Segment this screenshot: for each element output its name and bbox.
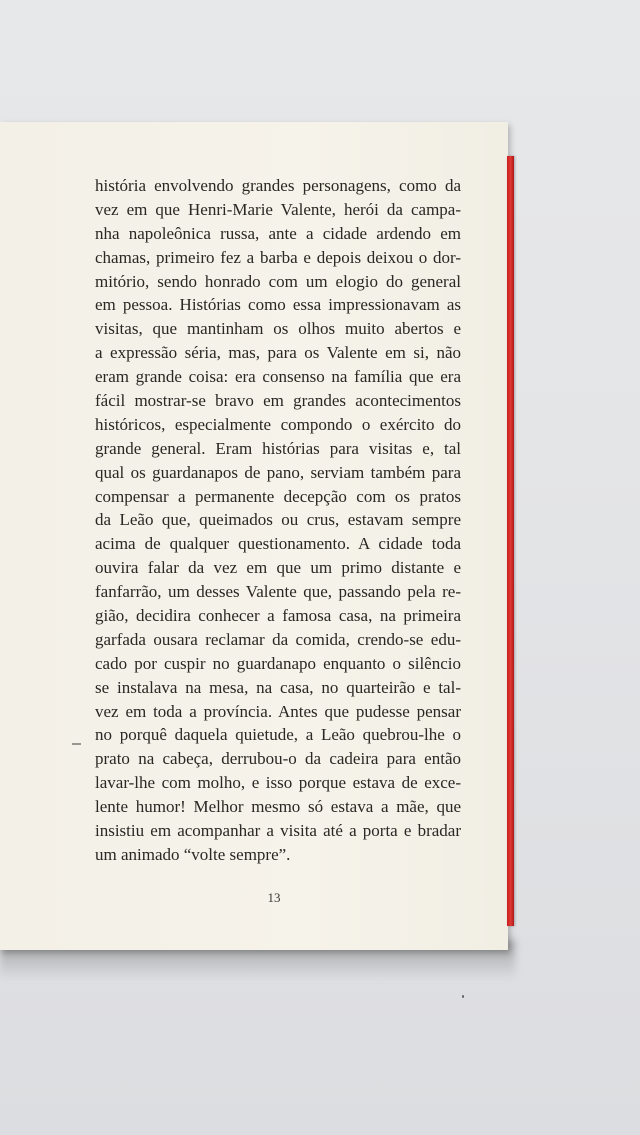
- text-line: acima de qualquer questionamento. A cidade toda: [95, 534, 461, 554]
- text-line: insistiu em acompanhar a visita até a porta e bradar: [95, 821, 461, 841]
- text-line: nha napoleônica russa, ante a cidade ardendo em: [95, 223, 461, 243]
- text-line: garfada ousara reclamar da comida, crendo-se edu-: [95, 629, 461, 649]
- text-line: compensar a permanente decepção com os pratos: [95, 486, 461, 506]
- text-line: fanfarrão, um desses Valente que, passando pela re-: [95, 582, 461, 602]
- text-line: visitas, que mantinham os olhos muito abertos e: [95, 319, 461, 339]
- text-line: mitório, sendo honrado com um elogio do general: [95, 271, 461, 291]
- text-line: gião, decidira conhecer a famosa casa, na primeira: [95, 606, 461, 626]
- body-text: [95, 174, 461, 867]
- text-line: cado por cuspir no guardanapo enquanto o silêncio: [95, 653, 461, 673]
- text-line: lente humor! Melhor mesmo só estava a mãe, que: [95, 797, 461, 817]
- text-line: a expressão séria, mas, para os Valente em si, não: [95, 343, 461, 363]
- text-line: ouvira falar da vez em que um primo distante e: [95, 558, 461, 578]
- text-line: em pessoa. Histórias como essa impressionavam as: [95, 295, 461, 315]
- text-line: um animado “volte sempre”.: [95, 844, 291, 864]
- red-page-edge: [507, 156, 514, 926]
- text-line: grande general. Eram histórias para visitas e, tal: [95, 438, 461, 458]
- text-line: da Leão que, queimados ou crus, estavam sempre: [95, 510, 461, 530]
- text-line: fácil mostrar-se bravo em grandes acontecimentos: [95, 391, 461, 411]
- text-line: história envolvendo grandes personagens, como da: [95, 176, 461, 195]
- text-line: qual os guardanapos de pano, serviam também para: [95, 462, 461, 482]
- text-line: no porquê daquela quietude, a Leão quebrou-lhe o: [95, 725, 461, 745]
- page-number: 13: [267, 890, 281, 905]
- text-line: lavar-lhe com molho, e isso porque estava de exce-: [95, 773, 461, 793]
- text-line: eram grande coisa: era consenso na família que era: [95, 367, 461, 387]
- text-line: vez em toda a província. Antes que pudesse pensar: [95, 701, 461, 721]
- text-line: chamas, primeiro fez a barba e depois deixou o dor-: [95, 247, 461, 267]
- text-line: prato na cabeça, derrubou-o da cadeira para então: [95, 749, 461, 769]
- margin-pencil-mark: [72, 743, 81, 745]
- dust-speck: [462, 995, 464, 998]
- text-line: se instalava na mesa, na casa, no quarteirão e tal-: [95, 677, 461, 697]
- text-line: vez em que Henri-Marie Valente, herói da campa-: [95, 199, 461, 219]
- text-line: históricos, especialmente compondo o exército do: [95, 414, 461, 434]
